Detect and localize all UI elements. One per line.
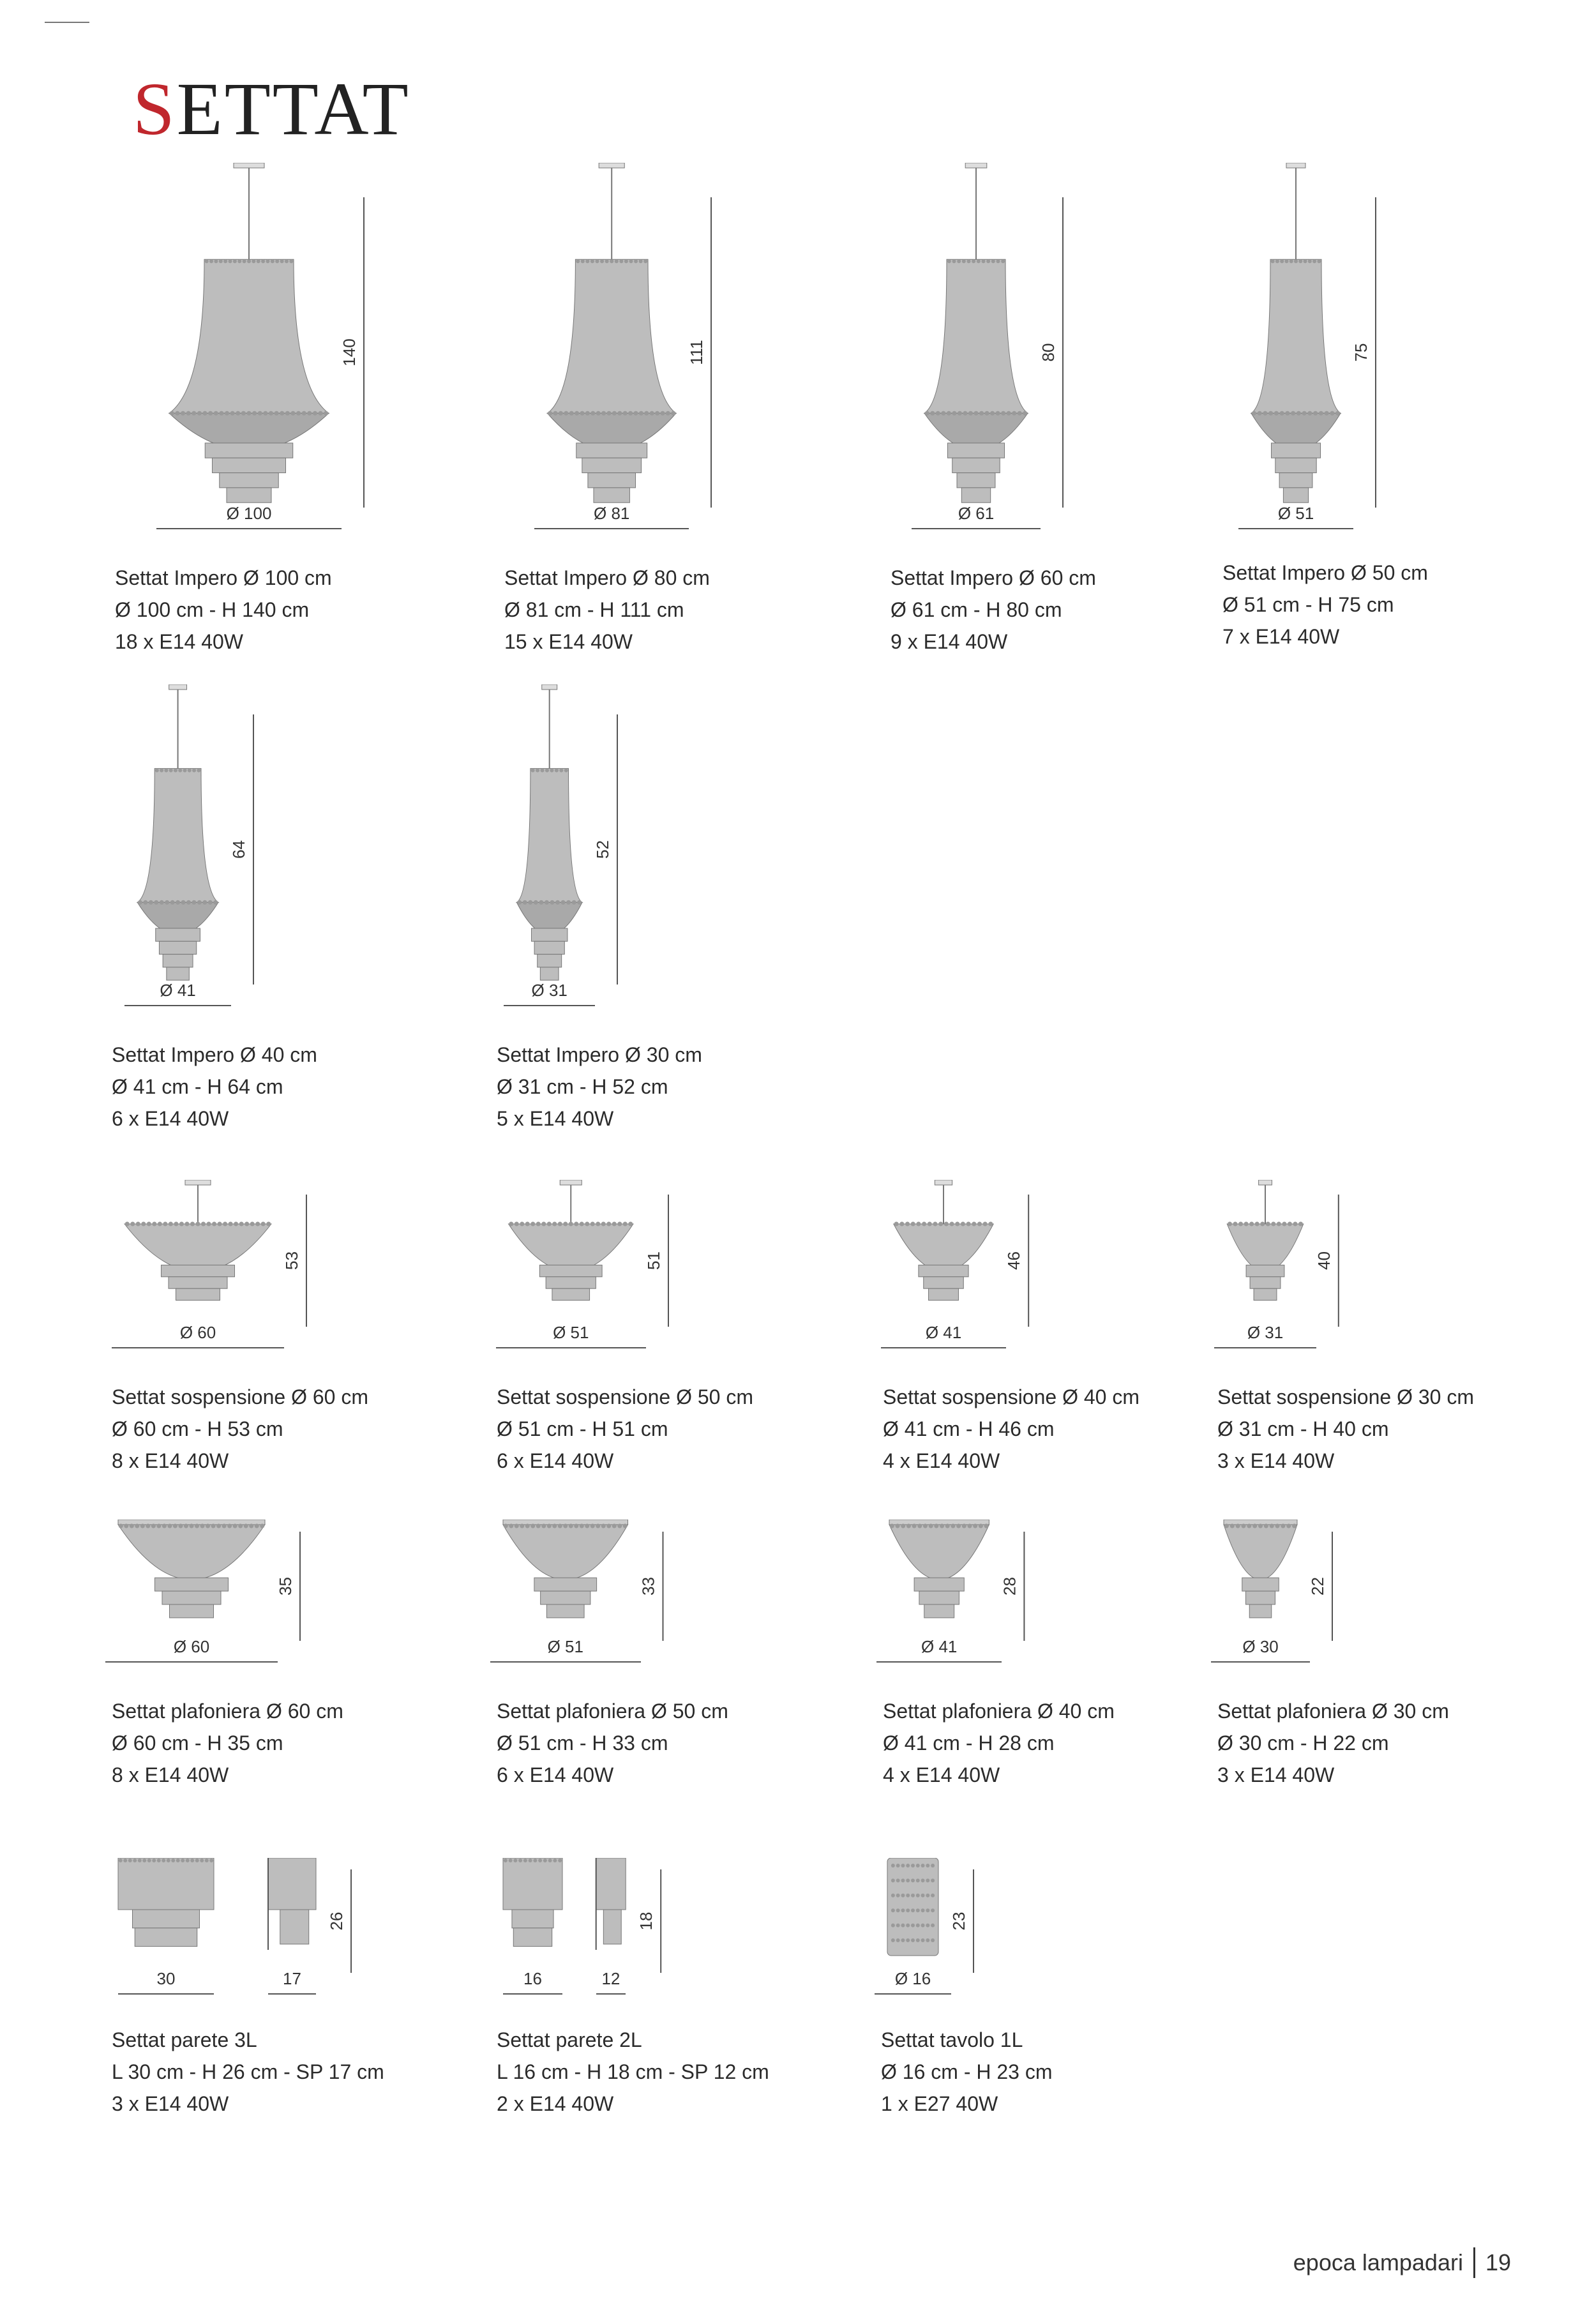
- diameter-label: Ø 41: [160, 981, 196, 1000]
- product-bulbs: 8 x E14 40W: [112, 1763, 229, 1786]
- product-bulbs: 8 x E14 40W: [112, 1449, 229, 1472]
- diameter-rule: [112, 1347, 284, 1348]
- product-name: Settat parete 2L: [497, 2028, 642, 2051]
- footer-brand: epoca lampadari: [1293, 2249, 1463, 2275]
- diameter-rule: [503, 1993, 562, 1995]
- page-number: 19: [1485, 2249, 1511, 2275]
- product-description: [497, 1381, 753, 1477]
- product-card: [112, 690, 469, 1149]
- product-size: Ø 31 cm - H 52 cm: [497, 1075, 668, 1098]
- lamp-drawing: [883, 1180, 1240, 1339]
- product-size: Ø 61 cm - H 80 cm: [891, 598, 1062, 621]
- diameter-label: Ø 100: [226, 504, 272, 523]
- product-name: Settat Impero Ø 80 cm: [504, 566, 710, 589]
- product-description: [497, 2024, 769, 2120]
- diameter-label: Ø 60: [173, 1637, 210, 1656]
- lamp-drawing: [891, 163, 1248, 520]
- product-description: [112, 1039, 317, 1135]
- product-description: [112, 1695, 343, 1791]
- product-description: [881, 2024, 1053, 2120]
- height-dimension-label: 64: [229, 840, 248, 859]
- product-size: Ø 51 cm - H 51 cm: [497, 1417, 668, 1440]
- diameter-rule: [118, 1993, 214, 1995]
- lamp-drawing: [497, 1520, 854, 1654]
- diameter-rule: [156, 528, 342, 529]
- lamp-drawing: [497, 1858, 854, 1986]
- product-bulbs: 4 x E14 40W: [883, 1449, 1000, 1472]
- diameter-label: Ø 41: [921, 1637, 958, 1656]
- product-bulbs: 2 x E14 40W: [497, 2092, 614, 2115]
- height-dimension-label: 28: [1000, 1577, 1019, 1596]
- product-name: Settat plafoniera Ø 40 cm: [883, 1700, 1115, 1723]
- height-dimension-label: 52: [593, 840, 612, 859]
- lamp-drawing: [497, 1180, 854, 1339]
- product-bulbs: 6 x E14 40W: [497, 1449, 614, 1472]
- height-dimension-label: 51: [644, 1251, 663, 1270]
- height-dimension-label: 35: [276, 1577, 295, 1596]
- top-rule: [45, 22, 89, 23]
- height-dimension-label: 33: [638, 1577, 658, 1596]
- height-dimension-label: 18: [636, 1912, 656, 1931]
- product-card: [112, 1864, 469, 2324]
- lamp-drawing: [112, 1180, 469, 1339]
- diameter-rule: [876, 1661, 1002, 1663]
- height-dimension-label: 80: [1039, 343, 1058, 362]
- product-bulbs: 5 x E14 40W: [497, 1107, 614, 1130]
- lamp-drawing: [881, 1858, 1238, 1986]
- product-description: [1217, 1695, 1449, 1791]
- lamp-drawing: [112, 1858, 469, 1986]
- page-title: [133, 67, 410, 151]
- product-name: Settat plafoniera Ø 50 cm: [497, 1700, 728, 1723]
- diameter-rule: [496, 1347, 647, 1348]
- diameter-label: Ø 30: [1242, 1637, 1279, 1656]
- product-size: Ø 51 cm - H 33 cm: [497, 1732, 668, 1754]
- lamp-drawing: [883, 1520, 1240, 1654]
- diameter-label: Ø 81: [594, 504, 630, 523]
- product-bulbs: 9 x E14 40W: [891, 630, 1008, 653]
- product-description: [497, 1695, 728, 1791]
- product-bulbs: 4 x E14 40W: [883, 1763, 1000, 1786]
- product-name: Settat Impero Ø 50 cm: [1222, 561, 1428, 584]
- product-size: Ø 41 cm - H 28 cm: [883, 1732, 1055, 1754]
- product-bulbs: 3 x E14 40W: [1217, 1763, 1335, 1786]
- product-description: [497, 1039, 702, 1135]
- diameter-label: 16: [523, 1969, 542, 1988]
- height-dimension-label: 40: [1314, 1251, 1334, 1270]
- product-bulbs: 15 x E14 40W: [504, 630, 633, 653]
- product-description: [883, 1695, 1115, 1791]
- title-initial: S: [133, 67, 177, 151]
- product-size: L 30 cm - H 26 cm - SP 17 cm: [112, 2060, 384, 2083]
- product-card: [881, 1864, 1238, 2324]
- lamp-drawing: [115, 163, 472, 520]
- diameter-label: Ø 31: [531, 981, 568, 1000]
- product-size: Ø 60 cm - H 53 cm: [112, 1417, 283, 1440]
- product-size: Ø 31 cm - H 40 cm: [1217, 1417, 1389, 1440]
- diameter-rule: [268, 1993, 316, 1995]
- lamp-drawing: [497, 684, 854, 997]
- diameter-rule: [124, 1005, 231, 1006]
- product-size: Ø 60 cm - H 35 cm: [112, 1732, 283, 1754]
- product-description: [883, 1381, 1139, 1477]
- product-size: Ø 41 cm - H 46 cm: [883, 1417, 1055, 1440]
- diameter-label: 12: [601, 1969, 620, 1988]
- diameter-label: Ø 51: [547, 1637, 583, 1656]
- height-dimension-label: 53: [282, 1251, 301, 1270]
- product-name: Settat sospensione Ø 60 cm: [112, 1385, 368, 1408]
- product-description: [112, 1381, 368, 1477]
- diameter-label: Ø 51: [553, 1323, 589, 1342]
- product-name: Settat sospensione Ø 40 cm: [883, 1385, 1139, 1408]
- product-name: Settat tavolo 1L: [881, 2028, 1023, 2051]
- product-size: Ø 51 cm - H 75 cm: [1222, 593, 1394, 616]
- product-card: [1222, 169, 1580, 648]
- product-description: [504, 562, 710, 658]
- product-name: Settat sospensione Ø 30 cm: [1217, 1385, 1474, 1408]
- diameter-rule: [912, 528, 1041, 529]
- product-name: Settat parete 3L: [112, 2028, 257, 2051]
- product-name: Settat plafoniera Ø 60 cm: [112, 1700, 343, 1723]
- height-dimension-label: 111: [687, 340, 706, 365]
- product-bulbs: 1 x E27 40W: [881, 2092, 998, 2115]
- product-size: Ø 16 cm - H 23 cm: [881, 2060, 1053, 2083]
- product-description: [115, 562, 332, 658]
- height-dimension-label: 23: [949, 1912, 968, 1931]
- height-dimension-label: 46: [1004, 1251, 1024, 1270]
- product-card: [115, 169, 472, 653]
- diameter-label: Ø 16: [894, 1969, 931, 1988]
- product-description: [891, 562, 1096, 658]
- product-card: [891, 169, 1248, 653]
- product-name: Settat sospensione Ø 50 cm: [497, 1385, 753, 1408]
- diameter-rule: [534, 528, 689, 529]
- product-size: Ø 30 cm - H 22 cm: [1217, 1732, 1389, 1754]
- diameter-label: 17: [283, 1969, 301, 1988]
- product-bulbs: 6 x E14 40W: [112, 1107, 229, 1130]
- height-dimension-label: 22: [1308, 1577, 1327, 1596]
- diameter-rule: [1211, 1661, 1310, 1663]
- product-card: [1217, 1526, 1575, 1986]
- lamp-drawing: [1222, 163, 1580, 520]
- product-bulbs: 18 x E14 40W: [115, 630, 243, 653]
- product-bulbs: 7 x E14 40W: [1222, 625, 1340, 648]
- lamp-drawing: [1217, 1180, 1575, 1339]
- product-name: Settat Impero Ø 40 cm: [112, 1043, 317, 1066]
- product-name: Settat Impero Ø 100 cm: [115, 566, 332, 589]
- diameter-rule: [1238, 528, 1353, 529]
- product-size: Ø 81 cm - H 111 cm: [504, 598, 684, 621]
- diameter-rule: [1214, 1347, 1316, 1348]
- product-name: Settat plafoniera Ø 30 cm: [1217, 1700, 1449, 1723]
- page-footer: [1293, 2247, 1511, 2278]
- diameter-label: Ø 51: [1277, 504, 1314, 523]
- product-size: Ø 100 cm - H 140 cm: [115, 598, 310, 621]
- product-card: [497, 1864, 854, 2324]
- product-name: Settat Impero Ø 30 cm: [497, 1043, 702, 1066]
- footer-divider: [1473, 2247, 1475, 2278]
- diameter-rule: [596, 1993, 626, 1995]
- diameter-rule: [490, 1661, 641, 1663]
- product-bulbs: 3 x E14 40W: [112, 2092, 229, 2115]
- diameter-label: Ø 31: [1247, 1323, 1284, 1342]
- lamp-drawing: [1217, 1520, 1575, 1654]
- product-name: Settat Impero Ø 60 cm: [891, 566, 1096, 589]
- diameter-label: 30: [156, 1969, 176, 1988]
- product-description: [1222, 557, 1428, 653]
- product-bulbs: 6 x E14 40W: [497, 1763, 614, 1786]
- diameter-rule: [504, 1005, 595, 1006]
- lamp-drawing: [112, 684, 469, 997]
- height-dimension-label: 75: [1351, 343, 1371, 362]
- diameter-label: Ø 61: [958, 504, 995, 523]
- product-card: [497, 690, 854, 1149]
- product-bulbs: 3 x E14 40W: [1217, 1449, 1335, 1472]
- height-dimension-label: 26: [327, 1912, 346, 1931]
- lamp-drawing: [504, 163, 862, 520]
- product-size: Ø 41 cm - H 64 cm: [112, 1075, 283, 1098]
- diameter-label: Ø 41: [925, 1323, 962, 1342]
- diameter-rule: [105, 1661, 278, 1663]
- height-dimension-label: 140: [340, 338, 359, 366]
- product-description: [112, 2024, 384, 2120]
- product-card: [504, 169, 862, 653]
- diameter-rule: [875, 1993, 951, 1995]
- product-size: L 16 cm - H 18 cm - SP 12 cm: [497, 2060, 769, 2083]
- product-description: [1217, 1381, 1474, 1477]
- diameter-label: Ø 60: [179, 1323, 216, 1342]
- diameter-rule: [881, 1347, 1006, 1348]
- title-rest: ETTAT: [176, 67, 410, 151]
- lamp-drawing: [112, 1520, 469, 1654]
